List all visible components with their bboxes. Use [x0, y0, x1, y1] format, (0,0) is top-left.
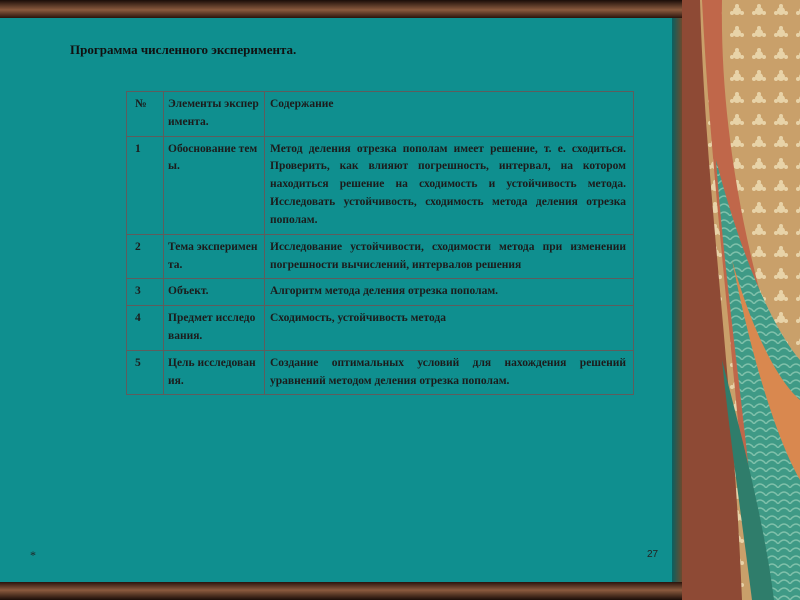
- row-number: 3: [127, 279, 164, 306]
- slide-title: Программа численного эксперимента.: [70, 42, 297, 57]
- experiment-program-table: [126, 91, 634, 395]
- row-element: Объект.: [164, 279, 265, 306]
- frame-top-border: [0, 0, 700, 18]
- row-number: 1: [127, 136, 164, 234]
- footer-mark: *: [30, 548, 36, 562]
- row-content: Исследование устойчивости, сходимости метода при изменении погрешности вычислений, интервалов решения: [265, 234, 634, 279]
- table-row: [127, 136, 634, 234]
- page-number: 27: [647, 549, 659, 560]
- table-row: [127, 234, 634, 279]
- row-element: Цель исследования.: [164, 350, 265, 395]
- table-row: [127, 279, 634, 306]
- slide-edge: [672, 18, 682, 582]
- row-element: Обоснование темы.: [164, 136, 265, 234]
- decorative-side-panel: [682, 0, 800, 600]
- row-content: Создание оптимальных условий для нахождения решений уравнений методом деления отрезка пополам.: [265, 350, 634, 395]
- row-content: Метод деления отрезка пополам имеет решение, т. е. сходиться. Проверить, как влияют погрешность, интервал, на котором находиться решение на сходимость и устойчивость метода. Исследовать устойчивость, сходимость метода деления отрезка пополам.: [265, 136, 634, 234]
- row-number: 4: [127, 306, 164, 351]
- table-header-row: [127, 92, 634, 137]
- header-elements: Элементы эксперимента.: [164, 92, 265, 137]
- frame-bottom-border: [0, 582, 700, 600]
- row-number: 5: [127, 350, 164, 395]
- row-content: Сходимость, устойчивость метода: [265, 306, 634, 351]
- header-content: Содержание: [265, 92, 634, 137]
- row-content: Алгоритм метода деления отрезка пополам.: [265, 279, 634, 306]
- row-element: Предмет исследования.: [164, 306, 265, 351]
- row-element: Тема эксперимента.: [164, 234, 265, 279]
- table-row: [127, 350, 634, 395]
- table-row: [127, 306, 634, 351]
- header-number: №: [127, 92, 164, 137]
- row-number: 2: [127, 234, 164, 279]
